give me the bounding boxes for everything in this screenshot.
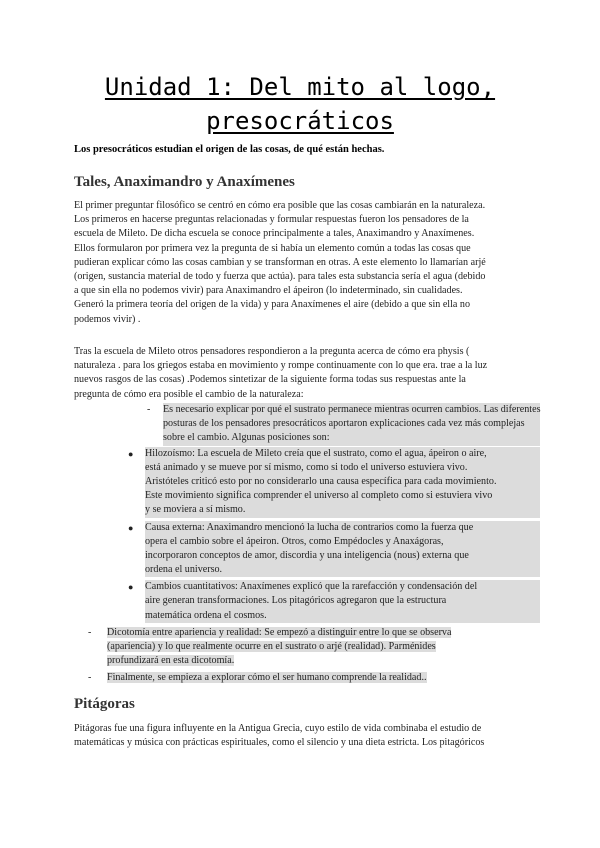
text-line: podemos vivir) . bbox=[74, 313, 141, 325]
positions-list bbox=[0, 403, 600, 686]
text-line: matemáticas y música con prácticas espirituales, como el silencio y una dieta estricta. Los pitagóricos bbox=[74, 737, 485, 749]
text-line: pregunta de cómo era posible el cambio de la naturaleza: bbox=[74, 388, 304, 400]
text-line: Hilozoísmo: La escuela de Mileto creía que el sustrato, como el agua, ápeiron o aire, bbox=[145, 447, 487, 459]
text-line: y se moviera a sí mismo. bbox=[145, 504, 246, 516]
title-line-1: Unidad 1: Del mito al logo, bbox=[104, 73, 496, 101]
text-line: Generó la primera teoría del origen de la vida) y para Anaxímenes el aire (debido a que sin ella no bbox=[74, 299, 471, 311]
text-line: posturas de los pensadores presocráticos aportaron explicaciones cada vez más complejas bbox=[163, 418, 525, 430]
text-line: Tras la escuela de Mileto otros pensadores respondieron a la pregunta acerca de cómo era physis ( bbox=[74, 346, 470, 357]
list-subitem bbox=[0, 447, 600, 518]
bullet-marker: ● bbox=[128, 522, 134, 533]
title-line-2: presocráticos bbox=[206, 107, 394, 135]
list-subitem-text bbox=[145, 580, 540, 623]
text-line: profundizará en esta dicotomía. bbox=[107, 655, 235, 667]
list-subitem bbox=[0, 580, 600, 623]
text-line: opera el cambio sobre el ápeiron. Otros, como Empédocles y Anaxágoras, bbox=[145, 535, 444, 547]
text-line: Ellos formularon por primera vez la pregunta de si había un elemento común a todas las cosas que bbox=[74, 242, 471, 254]
bullet-marker: ● bbox=[128, 582, 134, 593]
text-line: Pitágoras fue una figura influyente en la Antigua Grecia, cuyo estilo de vida combinaba el estudio de bbox=[74, 723, 482, 734]
text-line: Causa externa: Anaximandro mencionó la lucha de contrarios como la fuerza que bbox=[145, 521, 474, 533]
text-line: sobre el cambio. Algunas posiciones son: bbox=[163, 432, 330, 444]
bullet-marker: ● bbox=[128, 448, 134, 459]
text-line: nuevos rasgos de las cosas) .Podemos sintetizar de la siguiente forma todas sus respuestas ante la bbox=[74, 374, 466, 386]
text-line: naturaleza . para los griegos estaba en movimiento y rompe continuamente con lo que era. trae a la luz bbox=[74, 360, 488, 372]
paragraph-tales bbox=[74, 199, 539, 327]
list-subitem-text bbox=[145, 521, 540, 578]
text-line: incorporaron conceptos de amor, discordia y una inteligencia (nous) externa que bbox=[145, 549, 469, 561]
text-line: Cambios cuantitativos: Anaxímenes explicó que la rarefacción y condensación del bbox=[145, 581, 478, 593]
dash-marker: - bbox=[147, 404, 151, 415]
text-line: matemática ordena el cosmos. bbox=[145, 609, 267, 621]
text-line: aire generan transformaciones. Los pitagóricos agregaron que la estructura bbox=[145, 595, 447, 607]
dash-marker: - bbox=[88, 626, 92, 638]
dash-marker: - bbox=[88, 672, 92, 684]
list-subitem-text bbox=[145, 447, 540, 518]
section-heading-pitagoras: Pitágoras bbox=[74, 696, 135, 712]
text-line: El primer preguntar filosófico se centró en cómo era posible que las cosas cambiarán en la naturaleza. bbox=[74, 200, 486, 211]
text-line: pudieran explicar cómo las cosas cambian y se transforman en otras. A este elemento lo llamarían arjé bbox=[74, 256, 486, 268]
paragraph-pitagoras bbox=[74, 722, 539, 750]
list-subitem bbox=[0, 521, 600, 578]
text-line: Este movimiento significa comprender el universo al completo como si estuviera vivo bbox=[145, 490, 493, 502]
list-item bbox=[0, 671, 600, 685]
text-line: Los primeros en hacerse preguntas relacionadas y formular respuestas fueron los pensadores de la bbox=[74, 214, 469, 226]
list-item-text bbox=[107, 671, 540, 685]
text-line: Aristóteles criticó esto por no considerarlo una causa específica para cada movimiento. bbox=[145, 475, 497, 487]
paragraph-physis bbox=[74, 345, 539, 402]
text-line: Finalmente, se empieza a explorar cómo el ser humano comprende la realidad.. bbox=[107, 672, 427, 684]
text-line: Dicotomía entre apariencia y realidad: Se empezó a distinguir entre lo que se observa bbox=[107, 626, 452, 638]
list-item bbox=[0, 626, 600, 669]
text-line: Es necesario explicar por qué el sustrato permanece mientras ocurren cambios. Las diferentes bbox=[163, 404, 541, 415]
page-title bbox=[60, 70, 540, 138]
text-line: a que sin ella no podemos vivir) para Anaximandro el ápeiron (lo indeterminado, sin cualidades. bbox=[74, 285, 463, 297]
intro-text: Los presocráticos estudian el origen de las cosas, de qué están hechas. bbox=[74, 144, 385, 155]
list-item-text bbox=[163, 403, 540, 446]
text-line: escuela de Mileto. De dicha escuela se conoce principalmente a tales, Anaximandro y Anaxímenes. bbox=[74, 228, 475, 240]
list-item-text bbox=[107, 626, 540, 669]
text-line: ordena el universo. bbox=[145, 564, 223, 576]
text-line: está animado y se mueve por sí mismo, como si todo el universo estuviera vivo. bbox=[145, 461, 468, 473]
text-line: (apariencia) y lo que realmente ocurre en el sustrato o arjé (realidad). Parménides bbox=[107, 641, 436, 652]
text-line: (origen, sustancia material de todo y fuerza que actúa). para tales esta substancia sería el agua (debido bbox=[74, 270, 486, 282]
list-item bbox=[0, 403, 600, 446]
section-heading-tales: Tales, Anaximandro y Anaxímenes bbox=[74, 174, 295, 190]
